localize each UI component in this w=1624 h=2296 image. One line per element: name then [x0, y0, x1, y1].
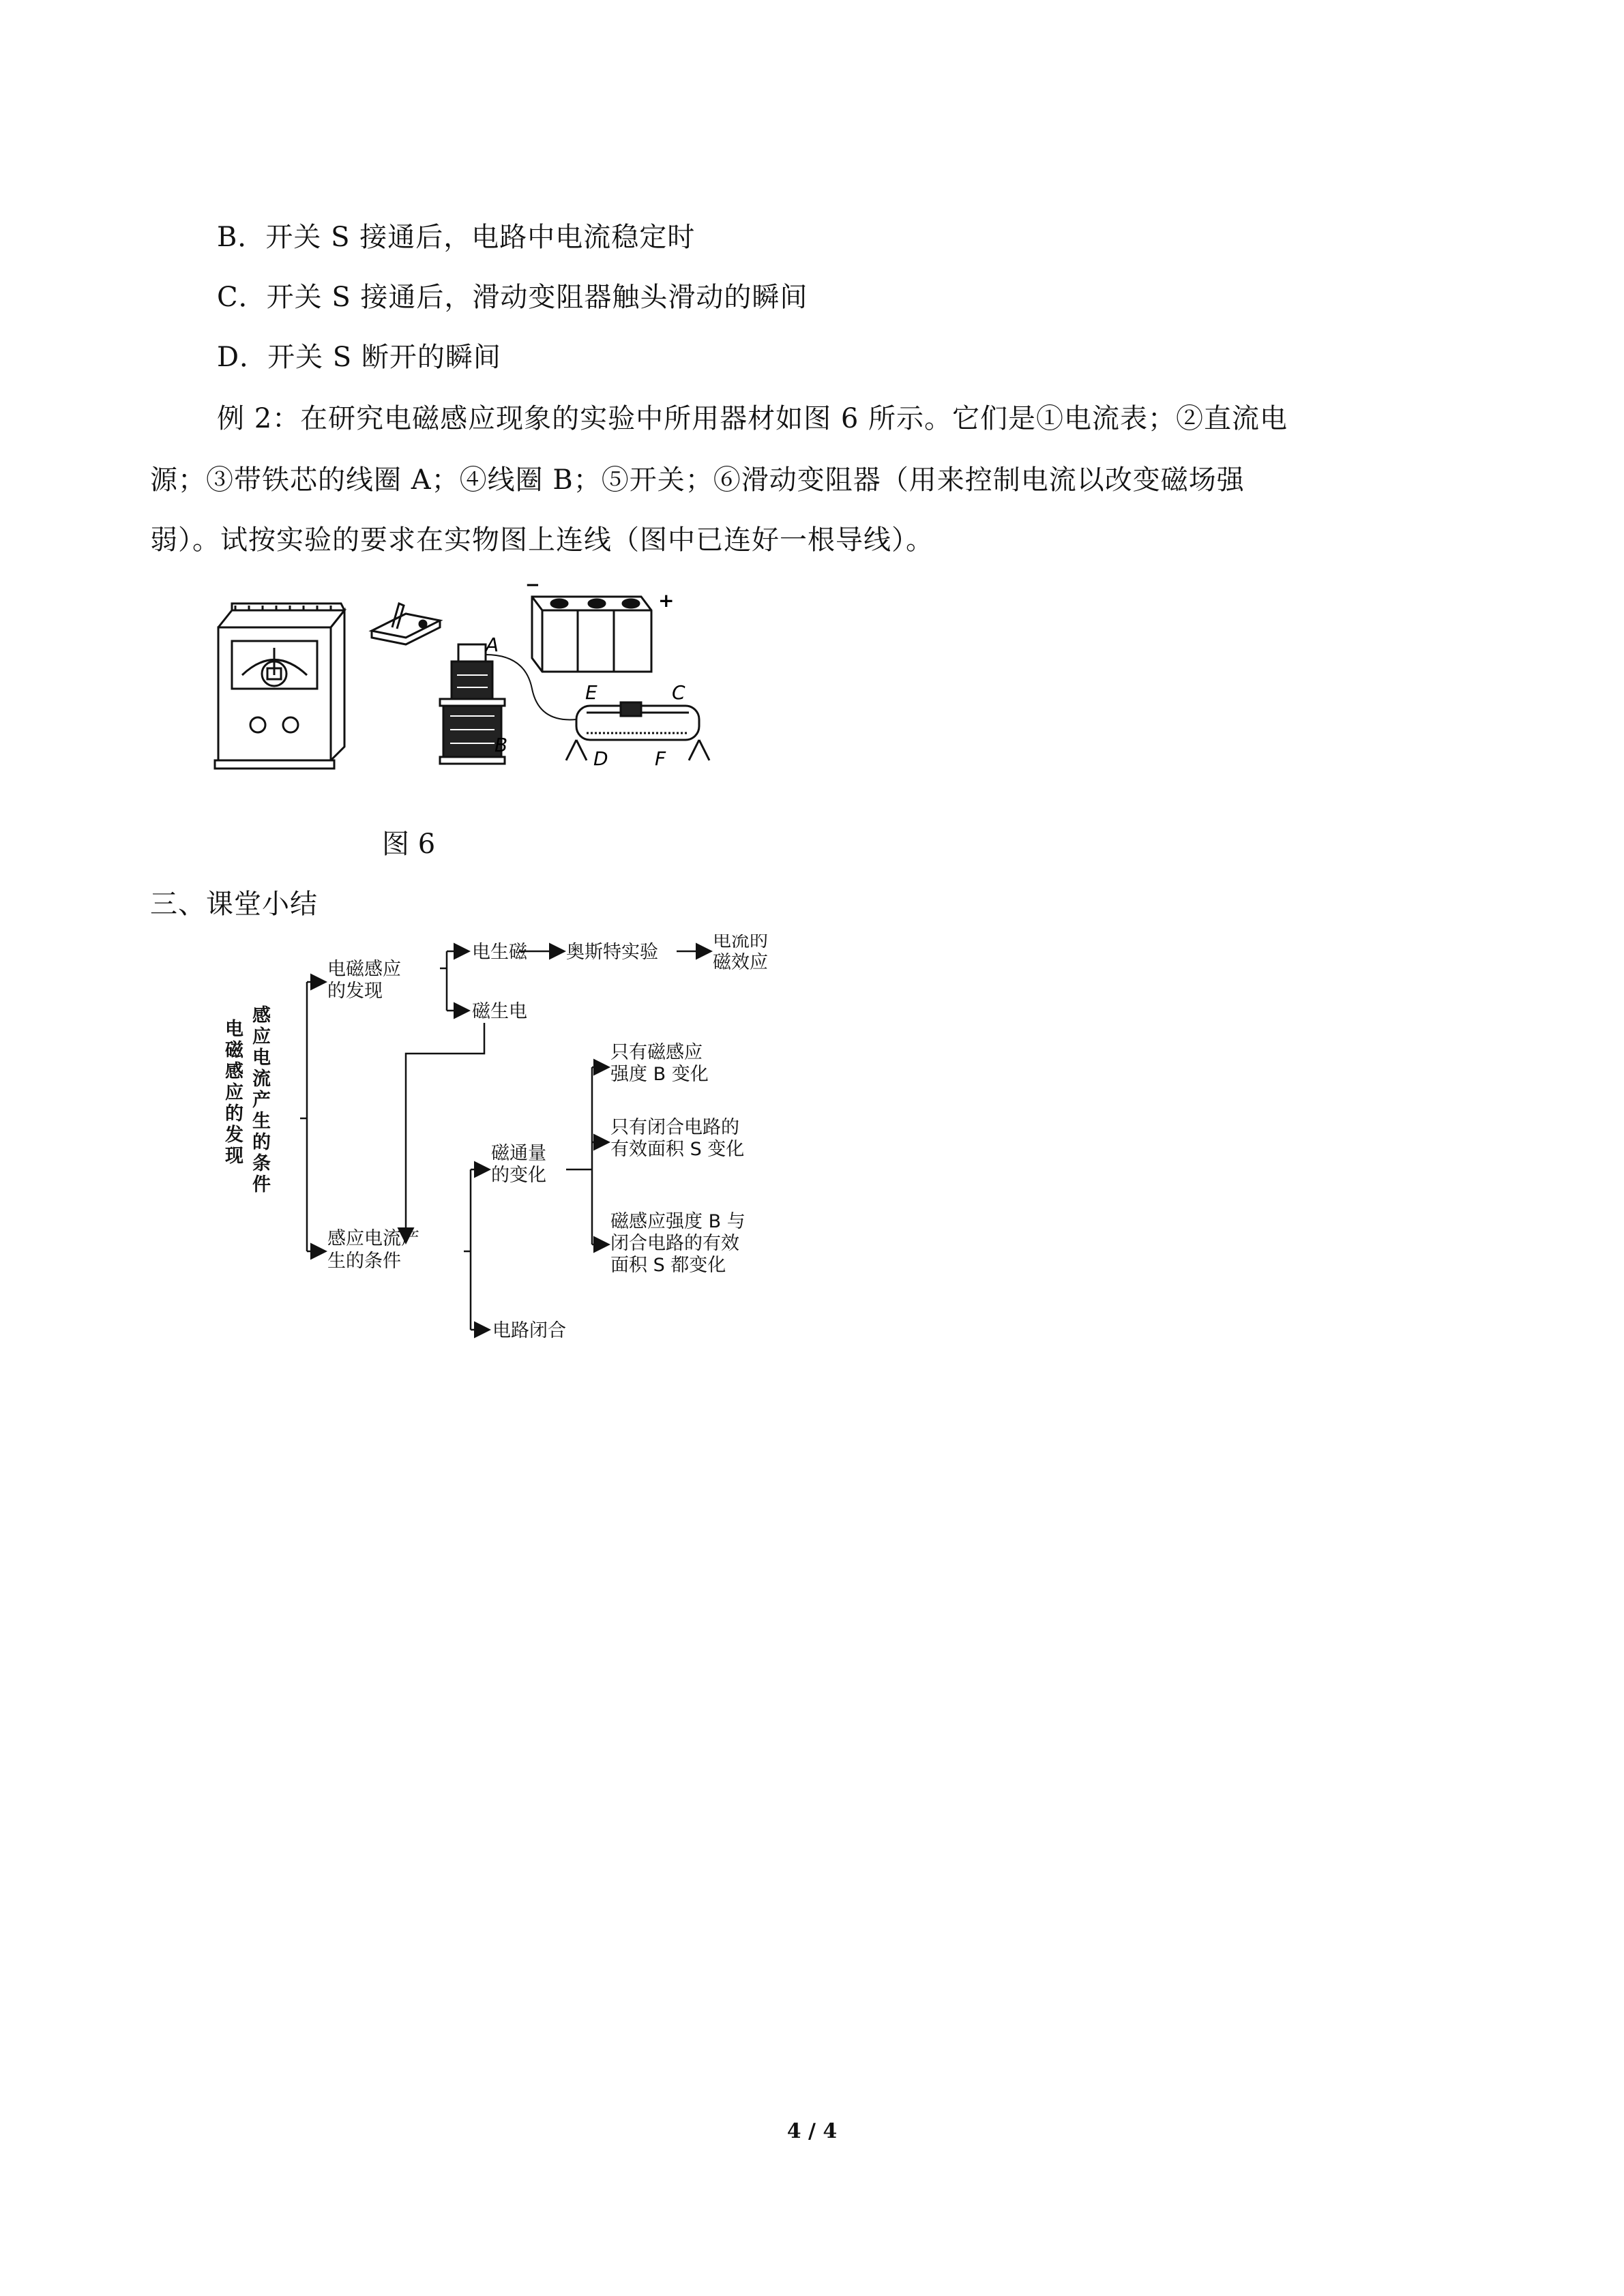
battery-minus-label: − [525, 580, 540, 595]
summary-diagram [205, 934, 805, 1343]
node-only-s-change-line2: 有效面积 S 变化 [610, 1139, 745, 1160]
option-b: B．开关 S 接通后，电路中电流稳定时 [217, 222, 696, 253]
node-both-change-line2: 闭合电路的有效 [610, 1233, 739, 1254]
figure-6-caption: 图 6 [382, 829, 436, 860]
rheostat-icon [566, 702, 709, 760]
node-magnetic-effect-line1: 电流的 [713, 934, 768, 951]
node-em-induction-discovery-line2: 的发现 [327, 981, 383, 1002]
figure-6-apparatus [205, 580, 723, 784]
apparatus-drawing [205, 580, 723, 784]
page-number: 4 / 4 [786, 2119, 838, 2143]
node-only-s-change-line1: 只有闭合电路的 [610, 1117, 739, 1138]
node-both-change-line3: 面积 S 都变化 [610, 1255, 726, 1276]
diagram-root-sub-text-char: 流 [252, 1069, 271, 1090]
node-flux-change-line2: 的变化 [491, 1165, 546, 1186]
coil-b-label: B [494, 734, 508, 756]
rheostat-d-label: D [593, 747, 608, 770]
node-magnetism-to-electricity: 磁生电 [472, 1001, 527, 1022]
example2-line-1: 例 2：在研究电磁感应现象的实验中所用器材如图 6 所示。它们是①电流表；②直流电 [217, 403, 1288, 434]
diagram-root-sub-text-char: 件 [252, 1174, 271, 1195]
diagram-root-sub-text-char: 条 [252, 1153, 271, 1174]
option-c: C．开关 S 接通后，滑动变阻器触头滑动的瞬间 [217, 282, 808, 313]
diagram-root-sub-text-char: 应 [252, 1026, 271, 1047]
node-em-induction-discovery-line1: 电磁感应 [327, 959, 401, 980]
node-induced-current-condition-line2: 生的条件 [327, 1251, 401, 1272]
diagram-root-text-char: 发 [225, 1124, 243, 1146]
diagram-root-sub-text-char: 感 [252, 1005, 271, 1026]
node-flux-change-line1: 磁通量 [491, 1143, 546, 1164]
coil-a-label: A [486, 633, 499, 656]
diagram-root-sub-text-char: 电 [252, 1047, 271, 1069]
node-both-change-line1: 磁感应强度 B 与 [610, 1211, 745, 1232]
node-magnetic-effect-line2: 磁效应 [713, 952, 768, 973]
battery-icon [532, 597, 651, 672]
diagram-root-text-char: 现 [225, 1146, 243, 1167]
summary-diagram-svg [205, 934, 805, 1343]
example2-line-3: 弱）。试按实验的要求在实物图上连线（图中已连好一根导线）。 [150, 524, 934, 556]
diagram-root-text-char: 电 [225, 1019, 243, 1040]
diagram-root-sub-text-char: 生 [252, 1111, 271, 1132]
node-closed-circuit: 电路闭合 [492, 1320, 566, 1341]
diagram-root-text-char: 感 [225, 1061, 243, 1082]
ammeter-icon [215, 603, 344, 769]
diagram-root-sub-text-char: 产 [252, 1090, 271, 1111]
battery-plus-label: + [658, 589, 675, 612]
diagram-root-text-char: 的 [225, 1103, 243, 1124]
node-only-b-change-line1: 只有磁感应 [610, 1042, 703, 1063]
diagram-root-sub-text [252, 1005, 271, 1195]
rheostat-e-label: E [585, 681, 597, 704]
node-induced-current-condition-line1: 感应电流产 [327, 1228, 419, 1249]
rheostat-f-label: F [655, 747, 666, 770]
node-oersted-experiment: 奥斯特实验 [566, 942, 658, 963]
example2-line-2: 源；③带铁芯的线圈 A；④线圈 B；⑤开关；⑥滑动变阻器（用来控制电流以改变磁场强 [150, 464, 1245, 496]
section-title: 三、课堂小结 [150, 889, 318, 920]
diagram-root-sub-text-char: 的 [252, 1132, 271, 1153]
node-electricity-to-magnetism: 电生磁 [472, 942, 527, 963]
rheostat-c-label: C [672, 681, 685, 704]
switch-icon [372, 603, 440, 644]
diagram-root-text-char: 磁 [225, 1040, 243, 1061]
diagram-root-text [225, 1019, 244, 1167]
node-only-b-change-line2: 强度 B 变化 [610, 1064, 709, 1085]
diagram-root-text-char: 应 [225, 1082, 243, 1103]
option-d: D．开关 S 断开的瞬间 [217, 342, 501, 373]
